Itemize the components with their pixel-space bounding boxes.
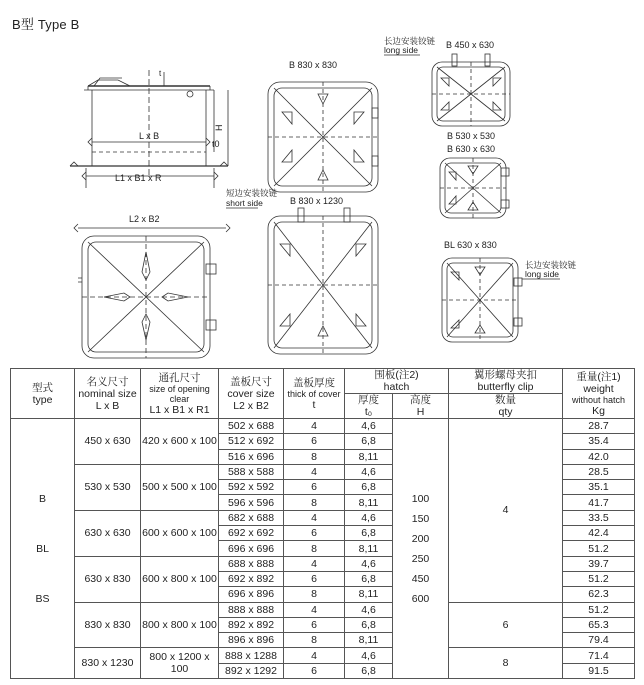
opening-cell: 600 x 800 x 100 <box>141 556 219 602</box>
hatch-t0-cell: 6,8 <box>345 571 393 586</box>
cover-cell: 502 x 688 <box>219 419 284 434</box>
hatch-t0-cell: 4,6 <box>345 464 393 479</box>
short-side-en-label: short side <box>226 198 263 208</box>
weight-cell: 28.5 <box>563 464 635 479</box>
thickness-cell: 4 <box>284 419 345 434</box>
weight-cell: 91.5 <box>563 663 635 678</box>
cover-cell: 892 x 892 <box>219 617 284 632</box>
thickness-cell: 8 <box>284 541 345 556</box>
weight-cell: 39.7 <box>563 556 635 571</box>
plan-view-drawing <box>74 224 230 358</box>
hatch-t0-cell: 8,11 <box>345 495 393 510</box>
hatch-t0-cell: 8,11 <box>345 449 393 464</box>
b630-label: B 630 x 630 <box>447 144 496 154</box>
hatch-t0-cell: 4,6 <box>345 510 393 525</box>
thickness-cell: 6 <box>284 434 345 449</box>
hatch-t0-cell: 4,6 <box>345 556 393 571</box>
thickness-cell: 8 <box>284 633 345 648</box>
thickness-cell: 4 <box>284 510 345 525</box>
opening-cell: 420 x 600 x 100 <box>141 419 219 465</box>
hatch-t0-cell: 6,8 <box>345 526 393 541</box>
page-title: B型 Type B <box>12 17 80 32</box>
header-hatch-thickness: 厚度 t₀ <box>345 394 393 419</box>
cover-cell: 516 x 696 <box>219 449 284 464</box>
cover-cell: 692 x 892 <box>219 571 284 586</box>
weight-cell: 35.1 <box>563 480 635 495</box>
header-type: 型式 type <box>11 369 75 419</box>
long-side2-en-label: long side <box>525 269 560 279</box>
nominal-cell: 830 x 1230 <box>75 648 141 679</box>
header-hatch: 围板(注2) hatch <box>345 369 449 394</box>
weight-cell: 28.7 <box>563 419 635 434</box>
weight-cell: 51.2 <box>563 602 635 617</box>
hatch-t0-cell: 6,8 <box>345 617 393 632</box>
height-cell: 100 150 200 250 450 600 <box>393 419 449 679</box>
weight-cell: 51.2 <box>563 541 635 556</box>
long-side-en-label: long side <box>384 45 419 55</box>
thickness-cell: 6 <box>284 663 345 678</box>
header-opening-size: 通孔尺寸 size of opening clear L1 x B1 x R1 <box>141 369 219 419</box>
hatch-t0-cell: 8,11 <box>345 541 393 556</box>
hatch-t0-cell: 8,11 <box>345 587 393 602</box>
qty-cell: 4 <box>449 419 563 603</box>
hatch-t0-cell: 4,6 <box>345 419 393 434</box>
b630-drawing <box>440 158 509 218</box>
cover-cell: 588 x 588 <box>219 464 284 479</box>
thickness-cell: 4 <box>284 602 345 617</box>
nominal-cell: 630 x 830 <box>75 556 141 602</box>
qty-cell: 8 <box>449 648 563 679</box>
cover-cell: 896 x 896 <box>219 633 284 648</box>
bl630-label: BL 630 x 830 <box>444 240 497 250</box>
spec-table <box>10 368 635 679</box>
dim-h-label: H <box>214 124 224 131</box>
nominal-cell: 450 x 630 <box>75 419 141 465</box>
cover-cell: 696 x 696 <box>219 541 284 556</box>
dim-t-label: t <box>159 69 162 78</box>
b830x1230-drawing <box>226 208 378 354</box>
thickness-cell: 4 <box>284 648 345 663</box>
opening-cell: 800 x 1200 x 100 <box>141 648 219 679</box>
cover-cell: 688 x 888 <box>219 556 284 571</box>
type-cell: B BL BS <box>11 419 75 679</box>
thickness-cell: 4 <box>284 464 345 479</box>
thickness-cell: 4 <box>284 556 345 571</box>
hatch-t0-cell: 8,11 <box>345 633 393 648</box>
hatch-t0-cell: 6,8 <box>345 434 393 449</box>
cover-cell: 888 x 888 <box>219 602 284 617</box>
long-side2-cn-label: 长边安装铰链 <box>525 260 577 270</box>
weight-cell: 65.3 <box>563 617 635 632</box>
cover-cell: 592 x 592 <box>219 480 284 495</box>
thickness-cell: 6 <box>284 617 345 632</box>
weight-cell: 62.3 <box>563 587 635 602</box>
header-weight: 重量(注1) weight without hatch Kg <box>563 369 635 419</box>
header-nominal-size: 名义尺寸 nominal size L x B <box>75 369 141 419</box>
header-butterfly-clip: 翼形螺母夹扣 butterfly clip <box>449 369 563 394</box>
dim-l1b1r-label: L1 x B1 x R <box>115 173 162 183</box>
b830-label: B 830 x 830 <box>289 60 338 70</box>
weight-cell: 79.4 <box>563 633 635 648</box>
opening-cell: 500 x 500 x 100 <box>141 464 219 510</box>
table-row <box>11 648 635 663</box>
hatch-t0-cell: 4,6 <box>345 602 393 617</box>
hatch-t0-cell: 6,8 <box>345 480 393 495</box>
thickness-cell: 6 <box>284 526 345 541</box>
header-qty: 数量 qty <box>449 394 563 419</box>
dim-lxb-label: L x B <box>139 131 160 141</box>
header-hatch-height: 高度 H <box>393 394 449 419</box>
cover-cell: 512 x 692 <box>219 434 284 449</box>
weight-cell: 42.4 <box>563 526 635 541</box>
weight-cell: 51.2 <box>563 571 635 586</box>
b830x1230-label: B 830 x 1230 <box>290 196 344 206</box>
table-row <box>11 419 635 434</box>
b830-drawing <box>268 82 378 192</box>
dim-t0-label: t0 <box>212 139 220 149</box>
cover-cell: 596 x 596 <box>219 495 284 510</box>
thickness-cell: 8 <box>284 449 345 464</box>
weight-cell: 35.4 <box>563 434 635 449</box>
short-side-cn-label: 短边安装铰链 <box>226 188 278 198</box>
header-cover-size: 盖板尺寸 cover size L2 x B2 <box>219 369 284 419</box>
nominal-cell: 530 x 530 <box>75 464 141 510</box>
cover-cell: 892 x 1292 <box>219 663 284 678</box>
header-thickness: 盖板厚度 thick of cover t <box>284 369 345 419</box>
dim-l2b2-label: L2 x B2 <box>129 214 160 224</box>
cover-cell: 696 x 896 <box>219 587 284 602</box>
long-side-cn-label: 长边安装铰链 <box>384 36 436 46</box>
cover-cell: 682 x 688 <box>219 510 284 525</box>
table-row <box>11 602 635 617</box>
weight-cell: 42.0 <box>563 449 635 464</box>
hatch-t0-cell: 6,8 <box>345 663 393 678</box>
thickness-cell: 6 <box>284 480 345 495</box>
opening-cell: 800 x 800 x 100 <box>141 602 219 648</box>
b530-label: B 530 x 530 <box>447 131 496 141</box>
thickness-cell: 8 <box>284 495 345 510</box>
hatch-t0-cell: 4,6 <box>345 648 393 663</box>
thickness-cell: 6 <box>284 571 345 586</box>
weight-cell: 71.4 <box>563 648 635 663</box>
b450-label: B 450 x 630 <box>446 40 495 50</box>
weight-cell: 41.7 <box>563 495 635 510</box>
side-elevation-drawing <box>70 70 228 188</box>
nominal-cell: 830 x 830 <box>75 602 141 648</box>
thickness-cell: 8 <box>284 587 345 602</box>
opening-cell: 600 x 600 x 100 <box>141 510 219 556</box>
cover-cell: 692 x 692 <box>219 526 284 541</box>
cover-cell: 888 x 1288 <box>219 648 284 663</box>
qty-cell: 6 <box>449 602 563 648</box>
nominal-cell: 630 x 630 <box>75 510 141 556</box>
weight-cell: 33.5 <box>563 510 635 525</box>
b450-drawing <box>384 54 510 126</box>
